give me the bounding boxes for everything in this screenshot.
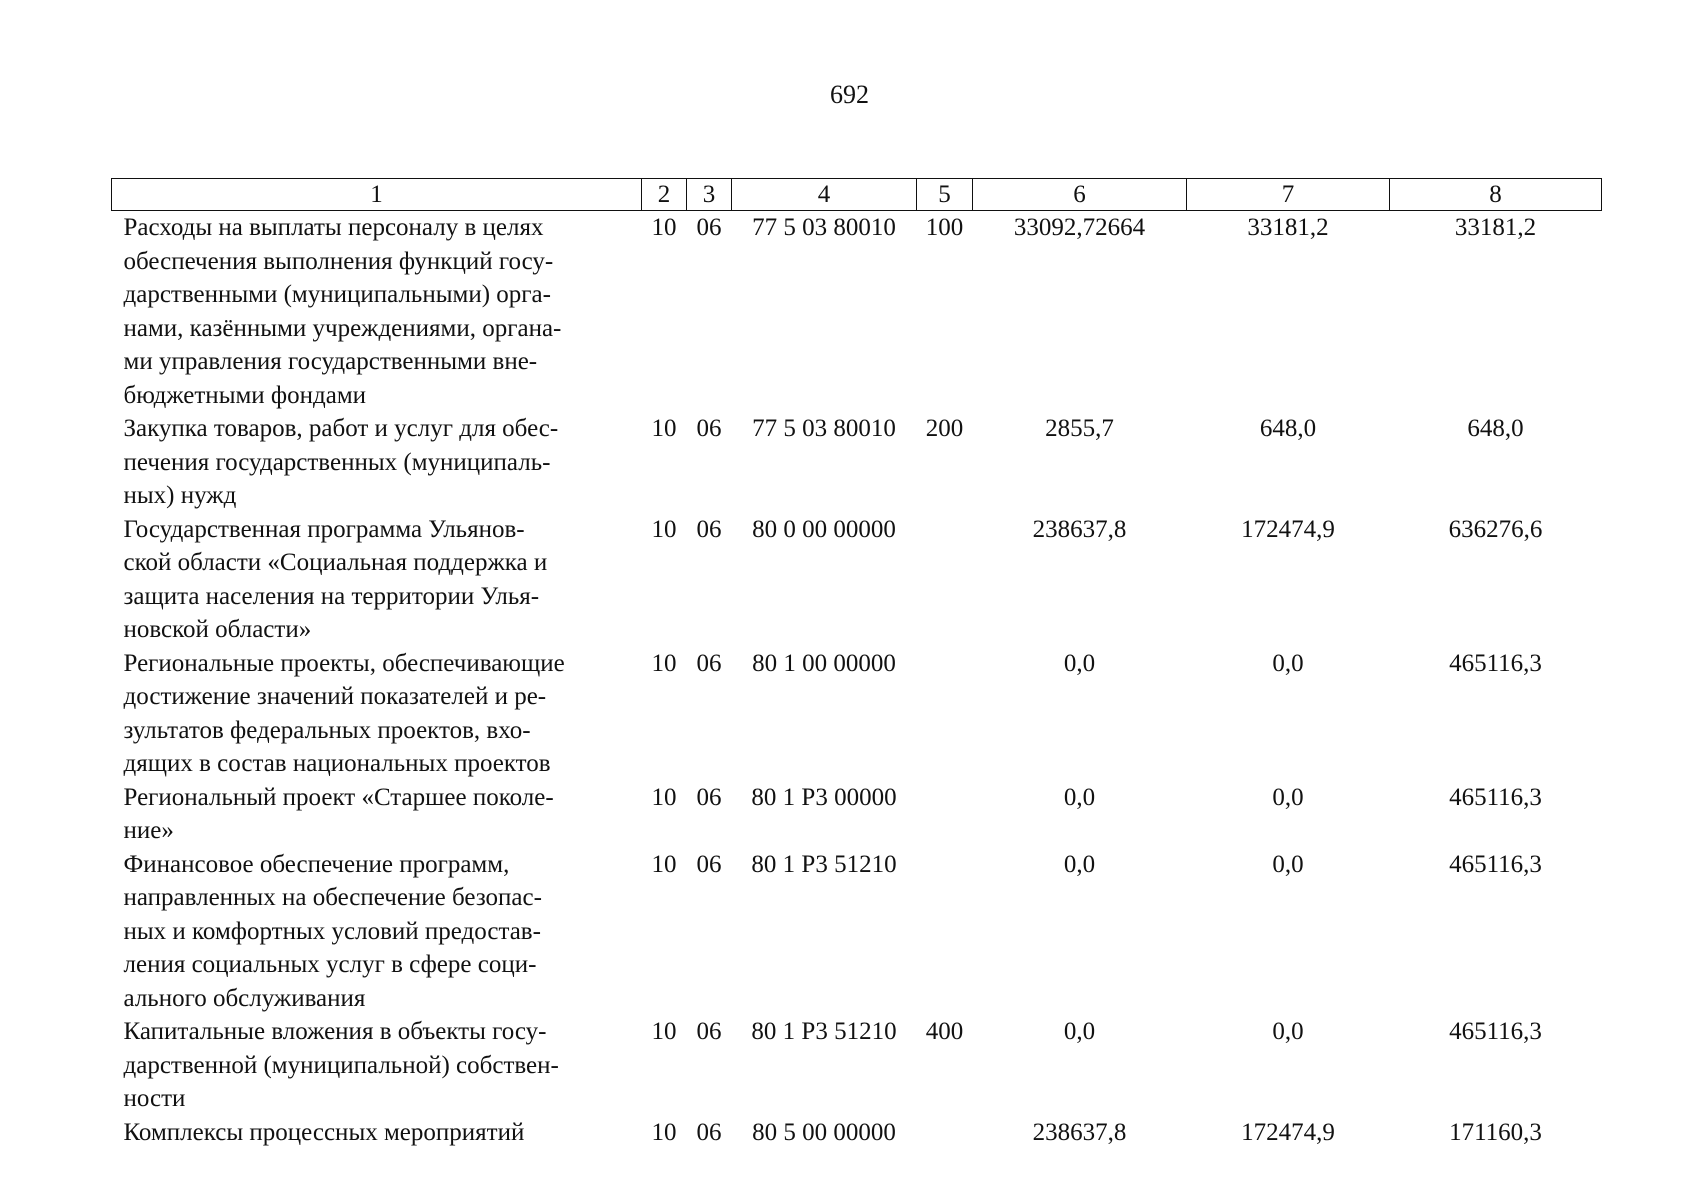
row-description: [112, 412, 642, 513]
description-line: печения государственных (муниципаль-: [123, 448, 551, 476]
section-code: 10: [651, 1118, 677, 1146]
description-line: Государственная программа Ульянов-: [123, 515, 525, 543]
description-line: Региональные проекты, обеспечивающие: [123, 649, 565, 677]
row-description: [112, 647, 642, 781]
expense-type-code: 200: [925, 415, 964, 442]
column-header-1: 1: [112, 179, 642, 211]
amount-column-7: 33181,2: [1247, 214, 1329, 241]
amount-column-8: 648,0: [1467, 415, 1524, 442]
description-line: зультатов федеральных проектов, вхо-: [123, 716, 531, 744]
section-code: 10: [651, 415, 677, 442]
section-code: 10: [651, 783, 677, 811]
amount-column-7: 172474,9: [1241, 515, 1335, 543]
amount-column-6: 2855,7: [1045, 415, 1114, 442]
target-article-code: 80 1 00 00000: [752, 649, 896, 677]
description-line: ми управления государственными вне-: [123, 348, 538, 375]
expense-type-code: 100: [925, 214, 964, 241]
target-article-code: 80 0 00 00000: [752, 515, 896, 543]
description-line: ской области «Социальная поддержка и: [123, 549, 548, 576]
description-line: ления социальных услуг в сфере соци-: [123, 951, 537, 978]
description-line: дарственной (муниципальной) собствен-: [123, 1051, 559, 1079]
target-article-code: 80 1 Р3 51210: [751, 850, 897, 878]
subsection-code: 06: [696, 649, 722, 677]
column-header-7: 7: [1187, 179, 1390, 211]
section-code: 10: [651, 214, 677, 241]
description-line: ных) нужд: [123, 482, 237, 509]
target-article-code: 80 1 Р3 00000: [751, 783, 897, 811]
target-article-code: 80 5 00 00000: [752, 1118, 896, 1146]
row-description: [112, 211, 642, 413]
column-header-4: 4: [732, 179, 917, 211]
description-line: ных и комфортных условий предостав-: [123, 917, 541, 945]
amount-column-7: 0,0: [1272, 1018, 1304, 1045]
description-line: бюджетными фондами: [123, 381, 367, 409]
description-line: Финансовое обеспечение программ,: [123, 850, 510, 878]
description-line: дарственными (муниципальными) орга-: [123, 281, 551, 308]
amount-column-8: 465116,3: [1449, 649, 1542, 677]
column-header-2: 2: [642, 179, 687, 211]
table-row: [112, 211, 1602, 413]
section-code: 10: [651, 515, 677, 543]
table-row: [112, 848, 1602, 1016]
row-description: [112, 513, 642, 647]
subsection-code: 06: [696, 415, 722, 442]
row-description: [112, 1015, 642, 1116]
subsection-code: 06: [696, 1018, 722, 1045]
amount-column-7: 0,0: [1272, 649, 1304, 677]
section-code: 10: [651, 1018, 677, 1045]
amount-column-6: 33092,72664: [1013, 214, 1146, 241]
amount-column-7: 648,0: [1259, 415, 1317, 442]
expense-type-code: [917, 848, 973, 1016]
table-header: [112, 179, 1602, 211]
row-description: [112, 848, 642, 1016]
table-row: [112, 412, 1602, 513]
description-line: достижение значений показателей и ре-: [123, 683, 547, 710]
expense-type-code: [917, 647, 973, 781]
table-row: [112, 1116, 1602, 1150]
target-article-code: 77 5 03 80010: [752, 415, 896, 442]
column-header-5: 5: [917, 179, 973, 211]
expense-type-code: [917, 781, 973, 848]
header-row: [112, 179, 1602, 211]
page-number: 692: [830, 80, 869, 109]
description-line: ального обслуживания: [123, 984, 366, 1012]
column-header-3: 3: [687, 179, 732, 211]
description-line: ние»: [123, 817, 174, 844]
budget-table: [111, 178, 1602, 1149]
amount-column-6: 0,0: [1063, 850, 1096, 878]
amount-column-7: 0,0: [1272, 850, 1304, 878]
subsection-code: 06: [696, 783, 722, 811]
expense-type-code: 400: [925, 1018, 964, 1045]
column-header-8: 8: [1390, 179, 1602, 211]
description-line: Комплексы процессных мероприятий: [123, 1118, 525, 1146]
section-code: 10: [651, 850, 677, 878]
amount-column-8: 636276,6: [1448, 515, 1543, 543]
amount-column-8: 465116,3: [1449, 850, 1542, 878]
amount-column-6: 0,0: [1063, 1018, 1096, 1045]
amount-column-8: 465116,3: [1449, 1018, 1542, 1045]
amount-column-7: 0,0: [1272, 783, 1304, 811]
table-row: [112, 781, 1602, 848]
amount-column-6: 0,0: [1063, 783, 1096, 811]
amount-column-8: 33181,2: [1454, 214, 1537, 241]
amount-column-8: 465116,3: [1449, 783, 1542, 811]
row-description: [112, 1116, 642, 1150]
description-line: Расходы на выплаты персоналу в целях: [123, 214, 544, 241]
description-line: направленных на обеспечение безопас-: [123, 884, 542, 911]
subsection-code: 06: [696, 515, 722, 543]
expense-type-code: [917, 513, 973, 647]
amount-column-6: 238637,8: [1032, 515, 1127, 543]
target-article-code: 77 5 03 80010: [752, 214, 896, 241]
description-line: обеспечения выполнения функций госу-: [123, 247, 554, 275]
table-row: [112, 513, 1602, 647]
subsection-code: 06: [696, 1118, 722, 1146]
description-line: ности: [123, 1085, 186, 1112]
column-header-6: 6: [973, 179, 1187, 211]
amount-column-8: 171160,3: [1449, 1118, 1542, 1146]
target-article-code: 80 1 Р3 51210: [751, 1018, 897, 1045]
budget-table-container: [111, 178, 1601, 1149]
description-line: Капитальные вложения в объекты госу-: [123, 1018, 547, 1045]
description-line: новской области»: [123, 616, 312, 643]
amount-column-6: 238637,8: [1032, 1118, 1127, 1146]
description-line: нами, казёнными учреждениями, органа-: [123, 314, 562, 342]
subsection-code: 06: [696, 850, 722, 878]
expense-type-code: [917, 1116, 973, 1150]
row-description: [112, 781, 642, 848]
description-line: защита населения на территории Улья-: [123, 582, 540, 610]
section-code: 10: [651, 649, 677, 677]
table-body: [112, 211, 1602, 1150]
description-line: Региональный проект «Старшее поколе-: [123, 783, 554, 811]
description-line: Закупка товаров, работ и услуг для обес-: [123, 415, 559, 442]
amount-column-6: 0,0: [1063, 649, 1096, 677]
amount-column-7: 172474,9: [1241, 1118, 1335, 1146]
table-row: [112, 1015, 1602, 1116]
subsection-code: 06: [696, 214, 722, 241]
description-line: дящих в состав национальных проектов: [123, 750, 551, 777]
table-row: [112, 647, 1602, 781]
